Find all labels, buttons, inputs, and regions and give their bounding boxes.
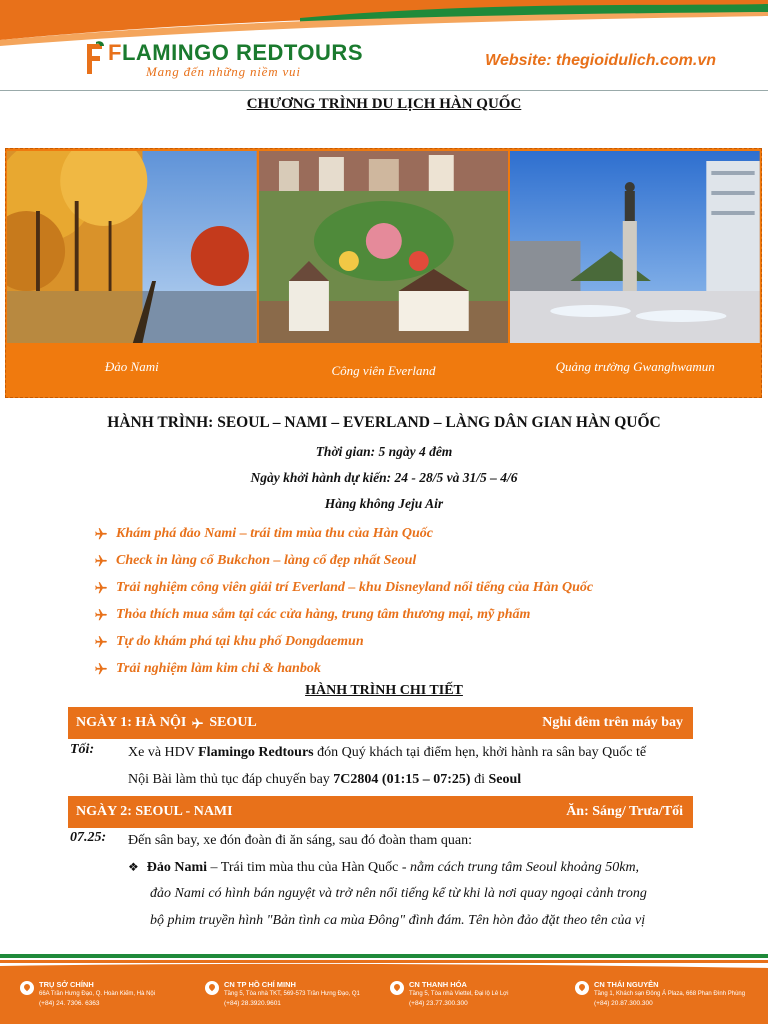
highlight-text: Tự do khám phá tại khu phố Dongdaemun [116,633,364,649]
day2-time-label: 07.25: [70,830,107,845]
photo-caption: Công viên Everland [331,363,436,378]
location-pin-icon [20,981,34,995]
day1-title-end: SEOUL [209,715,257,730]
photo-card-everland [258,149,510,397]
day2-header-bar [68,796,693,828]
office-address: Tầng 5, Tòa nhà TKT, 569-573 Trần Hưng Đạo, Q1 [224,991,360,997]
photo-caption: Quảng trường Gwanghwamun [555,359,715,374]
trip-title: HÀNH TRÌNH: SEOUL – NAMI – EVERLAND – LÀNG DÂN GIAN HÀN QUỐC [107,414,661,431]
office-name: CN TP HỒ CHÍ MINH [224,980,296,989]
office-name: CN THANH HÓA [409,980,467,989]
text-run: đón Quý khách tại điểm hẹn, khởi hành ra sân bay Quốc tế [313,745,647,760]
nami-island-photo [7,151,257,343]
highlight-text: Trải nghiệm làm kim chi & hanbok [116,660,321,676]
day1-overnight-note: Nghỉ đêm trên máy bay [542,715,683,730]
day1-title-start: NGÀY 1: HÀ NỘI [76,715,187,730]
trip-airline: Hàng không Jeju Air [324,496,444,511]
highlight-text: Check in làng cổ Bukchon – làng cổ đẹp nhất Seoul [116,552,417,568]
day1-header-bar [68,707,693,739]
office-phone: (+84) 24. 7306. 6363 [39,1000,100,1007]
location-pin-icon [390,981,404,995]
highlight-item [94,655,593,682]
company-logo [84,40,363,80]
text-run: – Trái tim mùa thu của Hàn Quốc - [207,860,411,875]
highlight-text: Trải nghiệm công viên giải trí Everland – khu Disneyland nổi tiếng của Hàn Quốc [116,579,594,595]
day2-meals-note: Ăn: Sáng/ Trưa/Tối [566,804,683,819]
airplane-icon [94,608,108,622]
day2-title: NGÀY 2: SEOUL - NAMI [76,804,233,819]
highlight-item [94,520,593,547]
day1-line-2 [128,766,521,794]
day2-nami-line-2: đảo Nami có hình bán nguyệt và trở nên nổi tiếng kể từ khi là nơi quay ngoại cảnh trong [150,886,647,901]
highlight-item [94,547,593,574]
office-phone: (+84) 20.87.300.300 [594,1000,653,1007]
airplane-icon [94,581,108,595]
highlight-item [94,601,593,628]
day1-time-label: Tối: [70,742,95,757]
day2-nami-line-3: bộ phim truyền hình "Bản tình ca mùa Đông" đình đám. Tên hòn đảo đặt theo tên của vị [150,913,646,928]
office-list [20,980,760,1009]
airplane-icon [94,662,108,676]
document-title: CHƯƠNG TRÌNH DU LỊCH HÀN QUỐC [246,96,522,112]
day2-intro: Đến sân bay, xe đón đoàn đi ăn sáng, sau đó đoàn tham quan: [128,833,472,848]
everland-park-photo [259,151,509,343]
diamond-bullet-icon: ❖ [128,860,139,874]
airplane-icon [94,527,108,541]
highlight-text: Thỏa thích mua sắm tại các cửa hàng, trung tâm thương mại, mỹ phẩm [116,606,531,622]
location-pin-icon [205,981,219,995]
text-run: nằm cách trung tâm Seoul khoảng 50km, [410,860,640,875]
office-name: CN THÁI NGUYÊN [594,980,659,989]
text-run: Xe và HDV [128,745,199,760]
trip-departure: Ngày khởi hành dự kiến: 24 - 28/5 và 31/5 – 4/6 [250,470,518,485]
attraction-name: Đảo Nami [146,860,208,875]
destination: Seoul [488,772,522,787]
highlight-text: Khám phá đảo Nami – trái tim mùa thu của Hàn Quốc [116,525,434,541]
page-footer [0,954,768,1024]
brand-rest: LAMINGO REDTOURS [121,40,363,65]
highlight-item [94,574,593,601]
page-header [0,0,768,92]
airplane-icon [191,717,204,730]
office-address: 66A Trần Hưng Đạo, Q. Hoàn Kiếm, Hà Nội [39,991,156,997]
office-address: Tầng 5, Tòa nhà Viettel, Đại lộ Lê Lợi [409,991,509,997]
gwanghwamun-square-photo [510,151,760,343]
flight-info: 7C2804 (01:15 – 07:25) [333,772,471,787]
photo-card-gwanghwamun [509,149,761,397]
photo-card-nami [6,149,258,397]
photo-caption: Đảo Nami [104,359,159,374]
day1-line-1 [128,739,646,767]
photo-strip [5,148,762,398]
office-item [205,980,390,1009]
text-run: Nội Bài làm thủ tục đáp chuyến bay [128,772,334,787]
brand-slogan: Mang đến những niềm vui [146,64,301,79]
highlights-list [94,520,593,682]
office-phone: (+84) 28.3920.9601 [224,1000,281,1007]
brand-initial: F [108,40,122,65]
company-name: Flamingo Redtours [198,745,314,760]
office-item [20,980,205,1009]
office-item [390,980,575,1009]
airplane-icon [94,554,108,568]
highlight-item [94,628,593,655]
location-pin-icon [575,981,589,995]
office-name: TRỤ SỞ CHÍNH [39,980,94,989]
brand-name [108,40,363,66]
trip-duration: Thời gian: 5 ngày 4 đêm [315,444,453,459]
office-item [575,980,760,1009]
header-divider [0,90,768,91]
flamingo-logo-icon [84,40,106,76]
office-address: Tầng 1, Khách sạn Đông Á Plaza, 668 Phan Đình Phùng [594,991,746,997]
airplane-icon [94,635,108,649]
website-link[interactable]: Website: thegioidulich.com.vn [485,52,716,69]
itinerary-section-title: HÀNH TRÌNH CHI TIẾT [305,683,463,698]
office-phone: (+84) 23.77.300.300 [409,1000,468,1007]
text-run: đi [470,772,489,787]
day2-nami-line-1 [128,853,639,882]
